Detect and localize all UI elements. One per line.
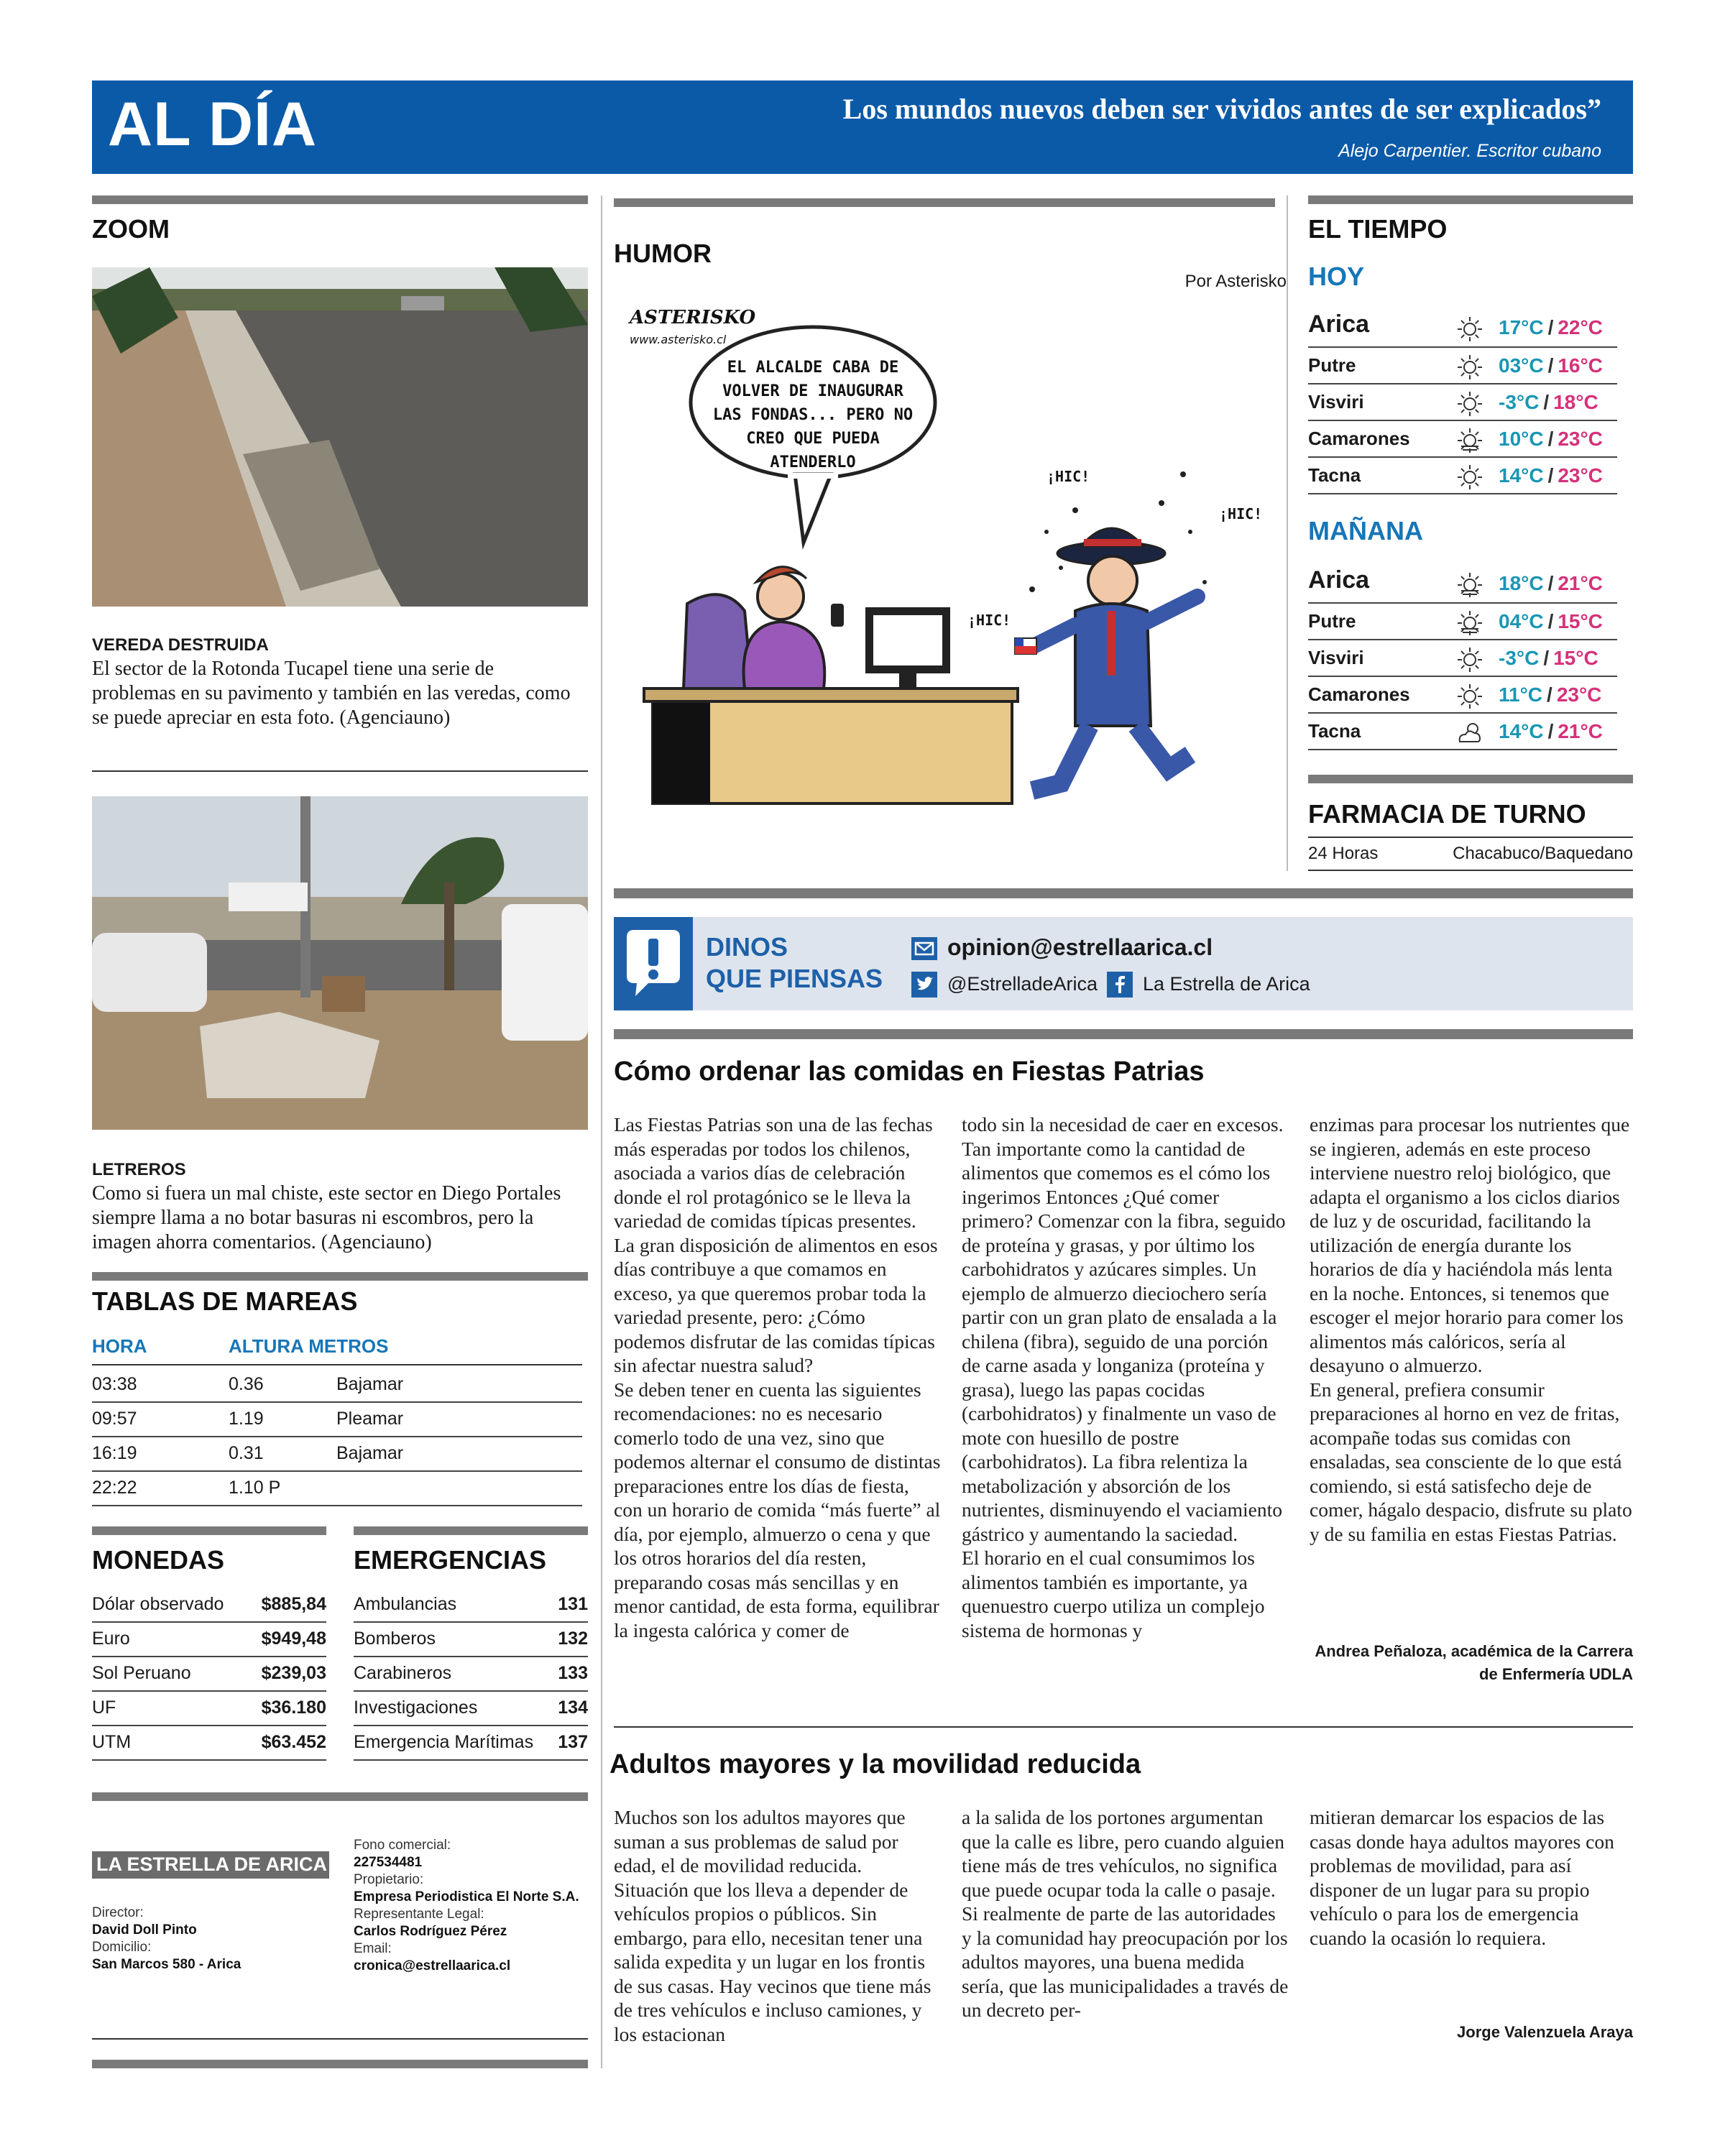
director-label: Director: <box>92 1905 144 1920</box>
temp-separator: / <box>1547 354 1554 377</box>
row-label: Ambulancias <box>354 1594 457 1614</box>
article-column: enzimas para procesar los nutrientes que se ingieren, además en este proceso interviene nuestro reloj biológico, que adapta el organismo a los ciclos diarios de luz y de oscuridad, facilitando la utilización de energía durante los horarios de día y haciéndola más lenta en la noche. Entonces, si tenemos que escoger el mejor horario para comer los alimentos más calóricos, sería al desayuno o almuerzo. En general, prefiera consumir preparaciones al horno en vez de fritas, acompañe todas sus comidas con ensaladas, sea consciente de lo que está comiendo, si está satisfecho deje de comer, hágalo despacio, disfrute su plato y de su familia en estas Fiestas Patrias. <box>1310 1113 1632 1545</box>
sun-icon <box>1455 353 1484 382</box>
manana-label: MAÑANA <box>1308 516 1423 545</box>
sun-haze-icon <box>1455 571 1484 599</box>
city-name: Arica <box>1308 310 1370 338</box>
temp-max: 23°C <box>1558 464 1603 487</box>
row-value: 134 <box>558 1697 588 1718</box>
temp-min: 17°C <box>1499 316 1544 338</box>
sun-icon <box>1455 682 1484 711</box>
sun-icon <box>1455 645 1484 674</box>
row-label: Sol Peruano <box>92 1663 191 1683</box>
temperature-range <box>1499 428 1603 451</box>
row-value: $36.180 <box>261 1697 326 1718</box>
photo-caption: El sector de la Rotonda Tucapel tiene una serie de problemas en su pavimento y también en las veredas, como se puede apreciar en esta foto. (Agenciauno) <box>92 658 571 729</box>
temp-min: 14°C <box>1499 464 1544 487</box>
temp-max: 18°C <box>1553 391 1598 413</box>
divider <box>1308 775 1633 783</box>
article-column: Las Fiestas Patrias son una de las fechas más esperadas por todos los chilenos, asociada a varios días de celebración donde el rol protagónico se le lleva la variedad de comidas típicas presentes. La gran disposición de alimentos en esos días contribuye a que comamos en exceso, ya que queremos probar toda la variedad presente, pero: ¿Cómo podemos disfrutar de las comidas típicas sin afectar nuestra salud? Se deben tener en cuenta las siguientes recomendaciones: no es necesario comerlo todo de una vez, sino que podemos alternar el consumo de distintas preparaciones entre los días de fiesta, con un horario de comida “más fuerte” al día, por ejemplo, almuerzo o cena y que los otros horarios del día resten, preparando cosas más sencillas y en menor cantidad, de esta forma, equilibrar la ingesta calórica y comer de <box>614 1113 941 1641</box>
row-label: UTM <box>92 1732 132 1752</box>
temp-min: -3°C <box>1499 647 1540 669</box>
temp-separator: / <box>1547 572 1554 594</box>
temp-max: 23°C <box>1558 428 1603 450</box>
twitter-icon[interactable] <box>911 972 937 998</box>
opinion-title-line1: DINOS <box>706 932 788 962</box>
divider <box>1308 195 1633 204</box>
temp-min: 14°C <box>1499 720 1544 742</box>
article-title: Adultos mayores y la movilidad reducida <box>610 1749 1141 1779</box>
city-name: Arica <box>1308 566 1370 594</box>
humor-title: HUMOR <box>614 239 712 268</box>
divider <box>92 1526 326 1535</box>
temp-separator: / <box>1547 464 1554 487</box>
caption-title: LETREROS <box>92 1160 186 1179</box>
opinion-title-line2: QUE PIENSAS <box>706 964 883 993</box>
temperature-range <box>1499 316 1603 339</box>
divider <box>614 198 1275 207</box>
divider <box>92 2038 588 2040</box>
divider <box>614 888 1633 898</box>
temp-separator: / <box>1547 316 1554 338</box>
sun-haze-icon <box>1455 426 1484 455</box>
weather-row <box>1308 561 1617 604</box>
mail-icon <box>911 937 937 960</box>
column-rule <box>1287 195 1288 871</box>
fono-label: Fono comercial: <box>354 1838 451 1853</box>
tiempo-title: EL TIEMPO <box>1308 214 1448 244</box>
temp-min: 10°C <box>1499 428 1544 450</box>
row-value: $885,84 <box>261 1594 326 1614</box>
temp-separator: / <box>1547 720 1554 742</box>
row-label: Dólar observado <box>92 1594 224 1614</box>
row-value: $239,03 <box>261 1663 326 1683</box>
table-row <box>92 1439 582 1472</box>
monedas-title: MONEDAS <box>92 1545 225 1575</box>
imprint-right <box>354 1837 579 1975</box>
cartoonist-signature: ASTERISKO <box>630 307 756 328</box>
temperature-range <box>1499 720 1603 743</box>
domicilio-label: Domicilio: <box>92 1940 152 1955</box>
table-row <box>92 1404 582 1437</box>
section-title: AL DÍA <box>108 90 318 159</box>
hoy-label: HOY <box>1308 262 1365 291</box>
weather-row <box>1308 678 1617 714</box>
temp-min: 18°C <box>1499 572 1544 594</box>
table-row <box>92 1728 326 1761</box>
temp-max: 16°C <box>1558 354 1603 377</box>
sun-icon <box>1455 463 1484 492</box>
weather-row <box>1308 422 1617 458</box>
weather-row <box>1308 305 1617 348</box>
city-name: Putre <box>1308 610 1356 632</box>
tide-time: 22:22 <box>92 1478 137 1498</box>
temperature-range <box>1499 647 1598 670</box>
table-row <box>92 1370 582 1403</box>
city-name: Putre <box>1308 354 1356 376</box>
photo-caption: Como si fuera un mal chiste, este sector en Diego Portales siempre llama a no botar basuras ni escombros, pero la imagen ahorra comentarios. (Agenciauno) <box>92 1182 561 1253</box>
divider <box>1308 870 1633 871</box>
weather-row <box>1308 714 1617 750</box>
tide-height: 0.31 <box>229 1443 264 1463</box>
divider <box>614 1029 1633 1039</box>
divider <box>92 770 588 772</box>
article-column: a la salida de los portones argumentan que la calle es libre, pero cuando alguien tiene más de tres vehículos, no significa que puede ocupar toda la calle o pasaje. Si realmente de parte de las autoridades y la comunidad hay preocupación por los adultos mayores, una buena medida sería, que las municipalidades a través de un decreto per- <box>962 1806 1289 2021</box>
imprint-left <box>92 1904 241 1973</box>
temp-min: 04°C <box>1499 610 1544 632</box>
facebook-icon[interactable] <box>1107 972 1133 998</box>
tide-type: Pleamar <box>336 1409 404 1429</box>
weather-row <box>1308 641 1617 677</box>
temp-separator: / <box>1547 428 1554 450</box>
hic-text: ¡HIC! <box>967 612 1011 629</box>
cartoonist-site: www.asterisko.cl <box>630 333 727 346</box>
table-row <box>354 1659 588 1692</box>
divider <box>354 1526 588 1535</box>
hic-text: ¡HIC! <box>1219 505 1263 522</box>
city-name: Tacna <box>1308 720 1361 742</box>
representante-value: Carlos Rodríguez Pérez <box>354 1924 507 1939</box>
table-row <box>92 1473 582 1506</box>
propietario-value: Empresa Periodistica El Norte S.A. <box>354 1889 579 1904</box>
temperature-range <box>1499 354 1603 377</box>
temperature-range <box>1499 464 1603 487</box>
row-label: Bomberos <box>354 1628 436 1649</box>
article-column: Muchos son los adultos mayores que suman a sus problemas de salud por edad, el de movilidad reducida. Situación que los lleva a depender de vehículos propios o públicos. Sin embargo, para ello, necesitan tener una salida expedita y un lugar en los frontis de sus casas. Hay vecinos que tiene más de tres vehículos e incluso camiones, y los estacionan <box>614 1806 932 2045</box>
column-rule <box>601 195 602 2068</box>
photo-damaged-sidewalk <box>92 267 588 607</box>
temperature-range <box>1499 391 1598 414</box>
caption-title: VEREDA DESTRUIDA <box>92 635 269 655</box>
facebook-page[interactable]: La Estrella de Arica <box>1143 973 1310 995</box>
divider <box>1308 837 1633 838</box>
temperature-range <box>1499 572 1603 595</box>
tide-time: 16:19 <box>92 1443 137 1463</box>
temp-min: 11°C <box>1499 683 1543 706</box>
table-row <box>354 1590 588 1623</box>
humor-author: Por Asterisko <box>1184 272 1287 291</box>
city-name: Tacna <box>1308 464 1361 486</box>
temp-max: 21°C <box>1558 720 1603 742</box>
temp-separator: / <box>1547 610 1554 632</box>
sun-icon <box>1455 315 1484 344</box>
table-row <box>354 1728 588 1761</box>
cartoon <box>615 295 1276 812</box>
temperature-range <box>1499 610 1603 633</box>
col-altura: ALTURA METROS <box>229 1335 389 1357</box>
opinion-email[interactable]: opinion@estrellaarica.cl <box>947 934 1213 960</box>
email-label: Email: <box>354 1941 392 1956</box>
divider <box>92 2060 588 2068</box>
row-label: Emergencia Marítimas <box>354 1732 534 1752</box>
article-column: mitieran demarcar los espacios de las casas donde haya adultos mayores con problemas de movilidad, para así disponer de un lugar para su propio vehículo o para los de emergencia cuando la ocasión lo requiera. <box>1310 1806 1614 1949</box>
header-quote: Los mundos nuevos deben ser vividos antes de ser explicados” <box>842 93 1601 125</box>
tide-time: 09:57 <box>92 1409 137 1429</box>
director-name: David Doll Pinto <box>92 1922 197 1938</box>
tide-type: Bajamar <box>336 1443 404 1463</box>
fono-value: 227534481 <box>354 1855 423 1870</box>
domicilio-value: San Marcos 580 - Arica <box>92 1957 242 1972</box>
divider <box>92 195 588 204</box>
table-row <box>354 1693 588 1726</box>
table-row <box>354 1624 588 1657</box>
row-label: Investigaciones <box>354 1697 478 1718</box>
tide-time: 03:38 <box>92 1374 137 1394</box>
farmacia-hours: 24 Horas <box>1308 844 1379 863</box>
weather-row <box>1308 385 1617 421</box>
byline-line1: Andrea Peñaloza, académica de la Carrera <box>1315 1642 1633 1660</box>
temp-separator: / <box>1543 647 1550 669</box>
temp-separator: / <box>1547 683 1552 706</box>
row-value: 132 <box>558 1628 588 1649</box>
byline-line2: de Enfermería UDLA <box>1479 1665 1633 1683</box>
tide-height: 1.19 <box>229 1409 264 1429</box>
sun-icon <box>1455 390 1484 418</box>
representante-label: Representante Legal: <box>354 1907 484 1922</box>
city-name: Visviri <box>1308 391 1364 413</box>
emergencias-title: EMERGENCIAS <box>354 1545 547 1575</box>
twitter-handle[interactable]: @EstrelladeArica <box>947 973 1098 995</box>
city-name: Camarones <box>1308 683 1410 705</box>
row-value: $949,48 <box>261 1628 326 1649</box>
quote-author: Alejo Carpentier. Escritor cubano <box>1338 141 1601 161</box>
photo-trash-street <box>92 796 588 1130</box>
sun-haze-icon <box>1455 609 1484 637</box>
farmacia-location: Chacabuco/Baquedano <box>1453 844 1633 863</box>
row-label: Carabineros <box>354 1663 452 1683</box>
zoom-title: ZOOM <box>92 214 170 244</box>
temp-max: 23°C <box>1556 683 1602 706</box>
row-value: 131 <box>558 1594 588 1614</box>
farmacia-title: FARMACIA DE TURNO <box>1308 799 1586 829</box>
row-label: UF <box>92 1697 116 1718</box>
partly-cloudy-icon <box>1455 719 1484 747</box>
logo-text: LA ESTRELLA DE ARICA <box>96 1853 327 1875</box>
table-row <box>92 1624 326 1657</box>
weather-row <box>1308 349 1617 384</box>
article-byline <box>1315 1640 1633 1686</box>
divider <box>614 1726 1633 1728</box>
row-value: 137 <box>558 1732 588 1752</box>
exclamation-icon <box>614 917 693 1010</box>
divider <box>92 1272 588 1281</box>
hic-text: ¡HIC! <box>1046 468 1090 485</box>
table-row <box>92 1590 326 1623</box>
divider <box>92 1792 588 1801</box>
mareas-title: TABLAS DE MAREAS <box>92 1286 358 1316</box>
row-label: Euro <box>92 1628 130 1649</box>
estrella-logo <box>92 1851 329 1879</box>
weather-row <box>1308 459 1617 494</box>
email-value: cronica@estrellaarica.cl <box>354 1958 511 1973</box>
tide-height: 0.36 <box>229 1374 264 1394</box>
opinion-title <box>706 931 883 995</box>
temperature-range <box>1499 683 1601 706</box>
temp-separator: / <box>1543 391 1550 413</box>
temp-max: 15°C <box>1553 647 1598 669</box>
article-column: todo sin la necesidad de caer en excesos. Tan importante como la cantidad de alimentos que comemos es el cómo los ingerimos Entonces ¿Qué comer primero? Comenzar con la fibra, seguido de proteína y grasas, y por último los carbohidratos y azúcares simples. Un ejemplo de almuerzo dieciochero sería partir con un gran plato de ensalada a la chilena (fibra), seguido de una porción de carne asada y longaniza (proteína y grasa), luego las papas cocidas (carbohidratos) y finalmente un vaso de mote con huesillo de postre (carbohidratos). La fibra relentiza la metabolización y absorción de los nutrientes, disminuyendo el vaciamiento gástrico y aumentando la saciedad. El horario en el cual consumimos los alimentos también es importante, ya quenuestro cuerpo utiliza un complejo sistema de hormonas y <box>962 1113 1286 1641</box>
tide-type <box>336 1473 552 1505</box>
city-name: Visviri <box>1308 647 1364 668</box>
tide-height: 1.10 P <box>229 1478 281 1498</box>
table-row <box>92 1659 326 1692</box>
city-name: Camarones <box>1308 428 1410 449</box>
article-byline: Jorge Valenzuela Araya <box>1457 2023 1633 2041</box>
row-value: 133 <box>558 1663 588 1683</box>
col-hora: HORA <box>92 1335 147 1357</box>
weather-row <box>1308 604 1617 640</box>
temp-min: 03°C <box>1499 354 1544 377</box>
temp-max: 21°C <box>1558 572 1603 594</box>
row-value: $63.452 <box>261 1732 326 1752</box>
article-title: Cómo ordenar las comidas en Fiestas Patrias <box>614 1056 1205 1087</box>
speech-bubble-text: EL ALCALDE CABA DE VOLVER DE INAUGURAR LAS FONDAS... PERO NO CREO QUE PUEDA ATENDERLO <box>712 359 914 471</box>
temp-max: 15°C <box>1558 610 1603 632</box>
divider <box>92 1364 582 1365</box>
table-row <box>92 1693 326 1726</box>
propietario-label: Propietario: <box>354 1872 424 1887</box>
temp-min: -3°C <box>1499 391 1540 413</box>
tide-type: Bajamar <box>336 1374 404 1394</box>
temp-max: 22°C <box>1558 316 1603 338</box>
